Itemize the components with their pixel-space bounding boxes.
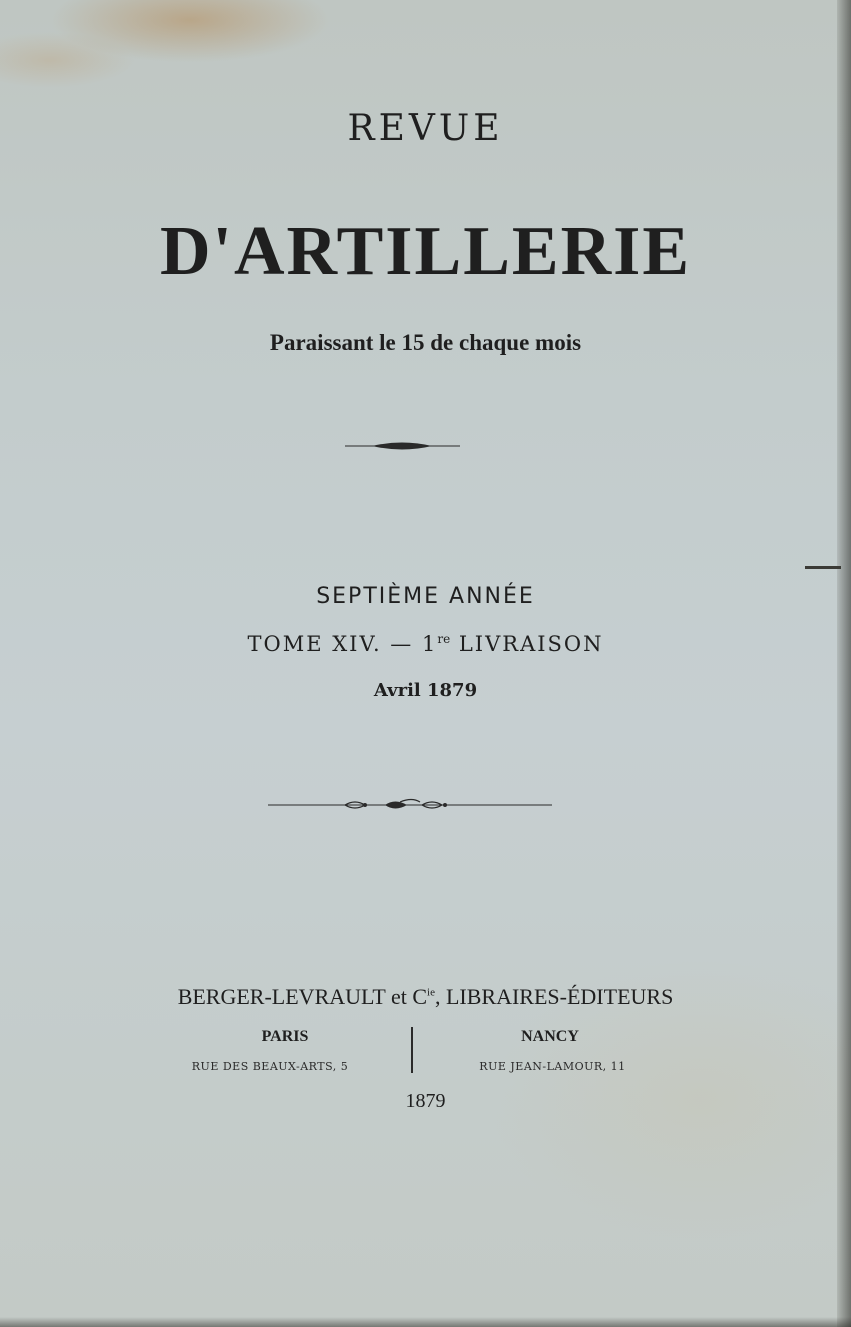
paris-city: PARIS bbox=[261, 1028, 309, 1045]
issue-date: Avril 1879 bbox=[373, 680, 478, 701]
upper-ornament-rule bbox=[345, 443, 460, 450]
publisher-role: , LIBRAIRES-ÉDITEURS bbox=[434, 984, 674, 1009]
city-divider bbox=[411, 1027, 413, 1073]
issue-ordinal-suffix: re bbox=[437, 632, 451, 646]
journal-series: REVUE bbox=[347, 108, 504, 149]
issue-label: LIVRAISON bbox=[450, 632, 604, 656]
lower-ornament-rule bbox=[268, 800, 552, 809]
nancy-address: RUE JEAN-LAMOUR, 11 bbox=[479, 1060, 626, 1073]
publisher-name-suffix: ie bbox=[427, 986, 435, 999]
volume-number: TOME XIV. — 1 bbox=[247, 632, 438, 656]
nancy-city: NANCY bbox=[521, 1028, 579, 1045]
volume-year-label: SEPTIÈME ANNÉE bbox=[316, 584, 535, 609]
paris-address: RUE DES BEAUX-ARTS, 5 bbox=[191, 1060, 349, 1073]
publisher-name: BERGER-LEVRAULT et C bbox=[177, 984, 428, 1009]
publisher-name-line bbox=[0, 984, 851, 1010]
publication-year: 1879 bbox=[405, 1090, 446, 1112]
publication-frequency: Paraissant le 15 de chaque mois bbox=[269, 330, 582, 355]
volume-issue-line bbox=[0, 632, 851, 656]
journal-title: D'ARTILLERIE bbox=[159, 213, 692, 290]
